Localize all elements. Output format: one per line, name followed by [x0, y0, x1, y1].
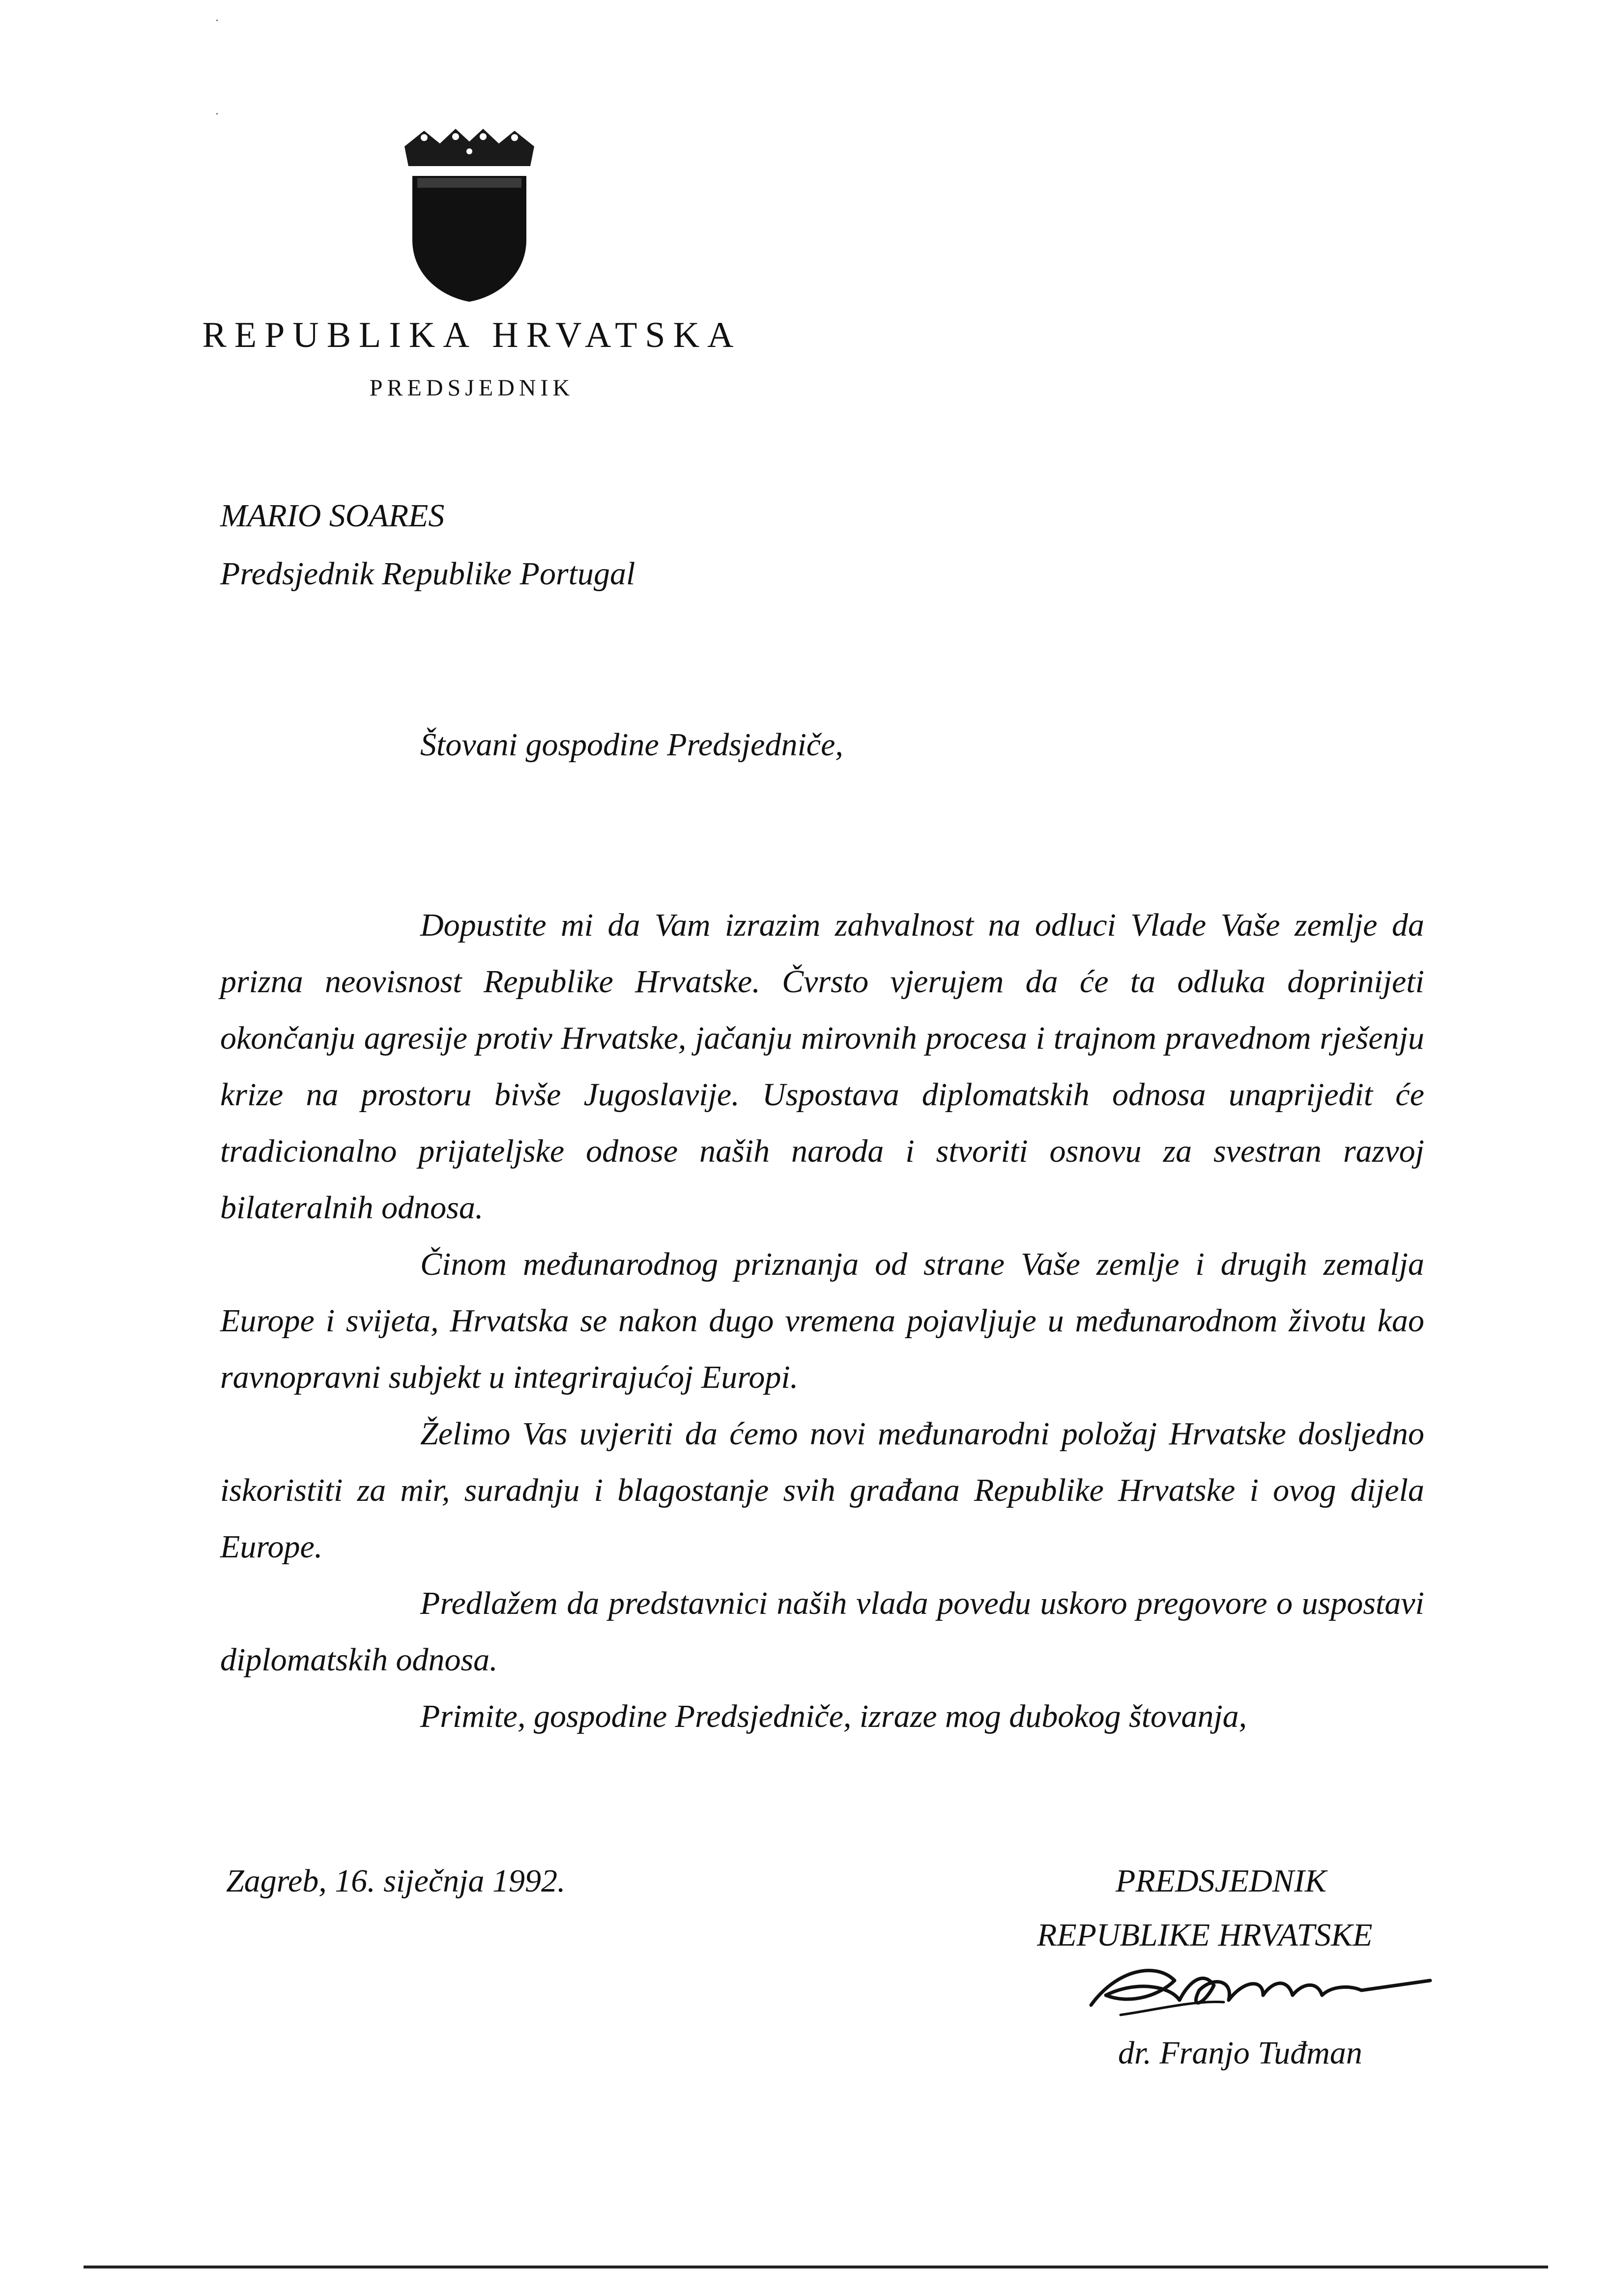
place-and-date: Zagreb, 16. siječnja 1992. — [226, 1863, 566, 1899]
scan-speck — [216, 20, 218, 21]
scan-speck — [216, 113, 218, 115]
croatian-coat-of-arms-icon — [401, 127, 538, 304]
recipient-title: Predsjednik Republike Portugal — [220, 556, 635, 592]
body-paragraph: Predlažem da predstavnici naših vlada povedu uskoro pregovore o uspostavi diplomatskih odnosa. — [220, 1585, 1424, 1678]
recipient-name: MARIO SOARES — [220, 498, 445, 534]
body-paragraph: Dopustite mi da Vam izrazim zahvalnost na odluci Vlade Vaše zemlje da prizna neovisnost Republike Hrvatske. Čvrsto vjerujem da će ta odluka doprinijeti okončanju agresije protiv Hrvatske, jačanju mirovnih procesa i trajnom pravednom rješenju krize na prostoru bivše Jugoslavije. Uspostava diplomatskih odnosa unaprijedit će tradicionalno prijateljske odnose naših naroda i stvoriti osnovu za svestran razvoj bilateralnih odnosa. — [220, 907, 1424, 1226]
salutation: Štovani gospodine Predsjedniče, — [420, 727, 843, 763]
body-paragraph: Činom međunarodnog priznanja od strane Vaše zemlje i drugih zemalja Europe i svijeta, Hrvatska se nakon dugo vremena pojavljuje u međunarodnom životu kao ravnopravni subjekt u integrirajućoj Europi. — [220, 1246, 1424, 1395]
signatory-title-line2: REPUBLIKE HRVATSKE — [1037, 1917, 1373, 1953]
handwritten-signature-icon — [1076, 1951, 1440, 2030]
letterhead-office: PREDSJEDNIK — [369, 375, 575, 401]
body-paragraph: Želimo Vas uvjeriti da ćemo novi međunarodni položaj Hrvatske dosljedno iskoristiti za mir, suradnju i blagostanje svih građana Republike Hrvatske i ovog dijela Europe. — [220, 1416, 1424, 1565]
footer-rule — [84, 2266, 1548, 2268]
letter-body — [220, 897, 1424, 1745]
letterhead-country: REPUBLIKA HRVATSKA — [202, 315, 742, 355]
body-paragraph: Primite, gospodine Predsjedniče, izraze mog dubokog štovanja, — [420, 1698, 1247, 1734]
signatory-title-line1: PREDSJEDNIK — [1116, 1863, 1326, 1899]
signatory-name: dr. Franjo Tuđman — [1118, 2035, 1362, 2071]
